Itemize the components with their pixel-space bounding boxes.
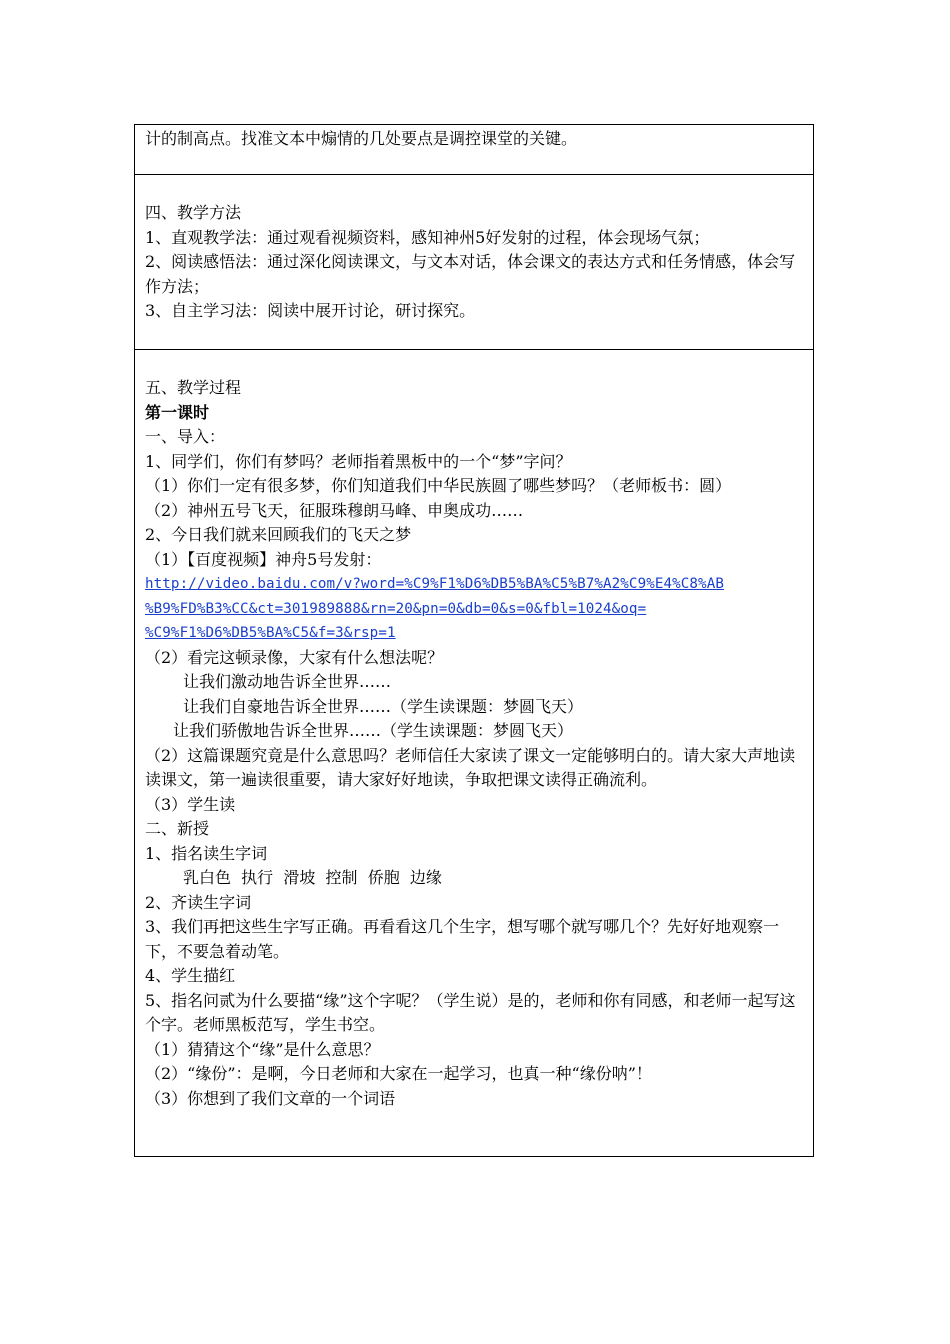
- method-item: 3、自主学习法：阅读中展开讨论，研讨探究。: [145, 301, 476, 320]
- text-line: 2、今日我们就来回顾我们的飞天之梦: [145, 525, 412, 544]
- subsection-title: 二、新授: [145, 819, 210, 838]
- text-line: （3）你想到了我们文章的一个词语: [145, 1088, 396, 1108]
- subsection-title: 一、导入：: [145, 427, 226, 446]
- row-previous-section: [135, 125, 814, 175]
- cell-teaching-methods: [135, 175, 814, 350]
- cell-previous-section: [135, 125, 814, 175]
- text-line: （3）学生读: [145, 794, 236, 814]
- text-line: 2、齐读生字词: [145, 892, 252, 912]
- text-line: 3、我们再把这些生字写正确。再看看这几个生字，想写哪个就写哪几个？先好好地观察一下，不要急着动笔。: [145, 917, 780, 961]
- text-line: （2）“缘份”：是啊，今日老师和大家在一起学习，也真一种“缘份呐”！: [145, 1064, 652, 1083]
- text-line: 4、学生描红: [145, 966, 236, 985]
- text-line: 计的制高点。找准文本中煽情的几处要点是调控课堂的关键。: [145, 129, 578, 148]
- text-line: （2）这篇课题究竟是什么意思吗？老师信任大家读了课文一定能够明白的。请大家大声地读读课文，第一遍读很重要，请大家好好地读，争取把课文读得正确流利。: [145, 745, 796, 789]
- video-link-line[interactable]: %B9%FD%B3%CC&ct=301989888&rn=20&pn=0&db=0&s=0&fbl=1024&oq=: [145, 600, 647, 617]
- video-link-line[interactable]: %C9%F1%D6%DB5%BA%C5&f=3&rsp=1: [145, 625, 396, 641]
- text-line: （1）你们一定有很多梦，你们知道我们中华民族圆了哪些梦吗？（老师板书：圆）: [145, 476, 732, 495]
- lesson-plan-table: [134, 124, 814, 1157]
- text-line: 1、同学们，你们有梦吗？老师指着黑板中的一个“梦”字问？: [145, 451, 572, 471]
- row-teaching-methods: [135, 175, 814, 350]
- text-line: 5、指名问贰为什么要描“缘”这个字呢？（学生说）是的，老师和你有同感，和老师一起写这个字。老师黑板范写，学生书空。: [145, 990, 796, 1034]
- video-link-line[interactable]: http://video.baidu.com/v?word=%C9%F1%D6%DB5%BA%C5%B7%A2%C9%E4%C8%AB: [145, 576, 724, 592]
- text-line: （1）【百度视频】神舟5号发射：: [145, 549, 382, 569]
- text-line: （1）猜猜这个“缘”是什么意思？: [145, 1039, 380, 1059]
- lesson-heading: 第一课时: [145, 402, 210, 422]
- text-line: （2）看完这顿录像，大家有什么想法呢？: [145, 647, 444, 667]
- video-link[interactable]: [145, 572, 805, 646]
- text-line: 让我们骄傲地告诉全世界……（学生读课题：梦圆飞天）: [173, 721, 574, 740]
- text-line: 让我们自豪地告诉全世界……（学生读课题：梦圆飞天）: [183, 696, 584, 716]
- text-line: 1、指名读生字词: [145, 843, 268, 863]
- section-title: 五、教学过程: [145, 378, 242, 397]
- cell-teaching-process: [135, 350, 814, 1157]
- text-line: 让我们激动地告诉全世界……: [183, 672, 392, 691]
- method-item: 2、阅读感悟法：通过深化阅读课文，与文本对话，体会课文的表达方式和任务情感，体会写作方法；: [145, 252, 796, 296]
- method-item: 1、直观教学法：通过观看视频资料，感知神州5好发射的过程，体会现场气氛；: [145, 227, 710, 247]
- text-line: （2）神州五号飞天，征服珠穆朗马峰、申奥成功……: [145, 500, 524, 520]
- row-teaching-process: [135, 350, 814, 1157]
- section-title: 四、教学方法: [145, 203, 242, 222]
- vocabulary-words: 乳白色 执行 滑坡 控制 侨胞 边缘: [183, 868, 442, 887]
